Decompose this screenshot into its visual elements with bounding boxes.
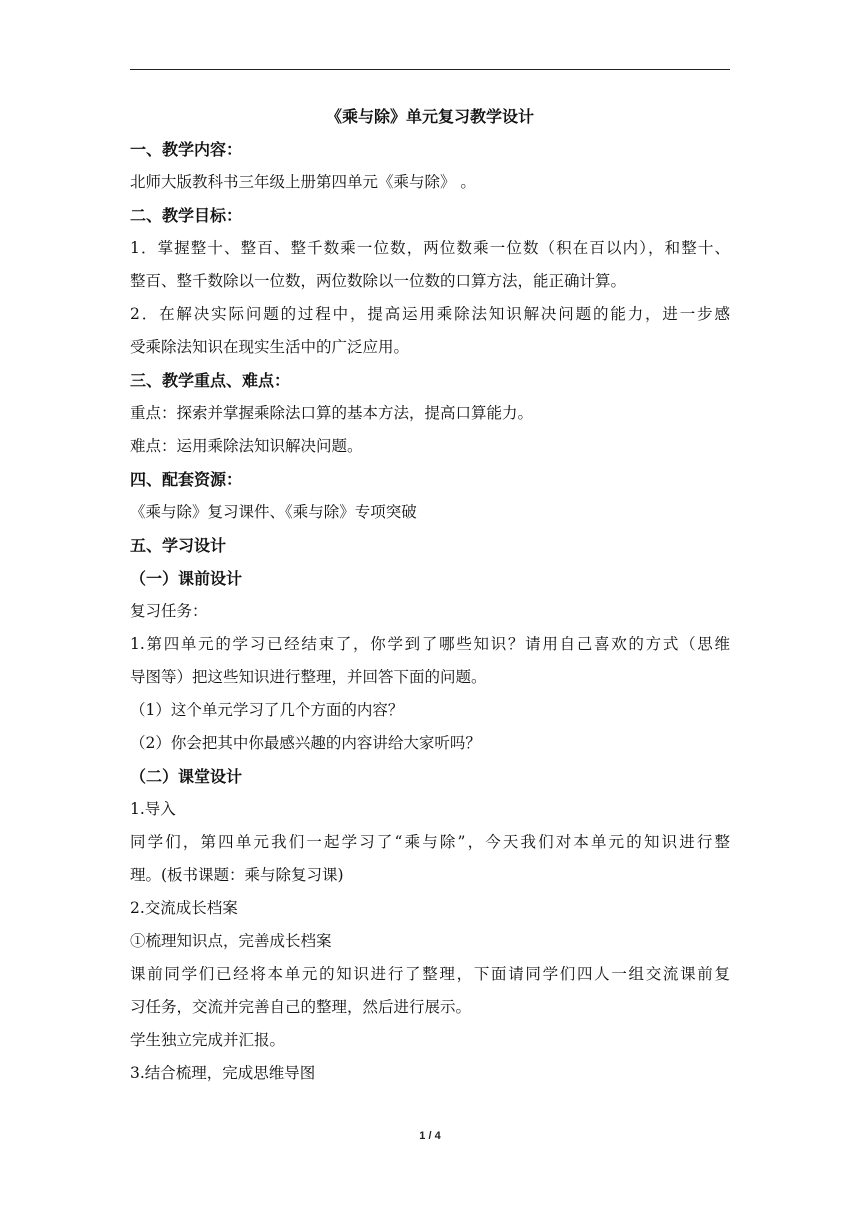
paragraph-line: （2）你会把其中你最感兴趣的内容讲给大家听吗？ [130, 734, 481, 752]
paragraph-line: 1.导入 [130, 800, 176, 818]
paragraph-line: 导图等）把这些知识进行整理，并回答下面的问题。 [130, 668, 487, 686]
section-heading: 二、教学目标： [130, 206, 243, 225]
section-heading: 五、学习设计 [130, 536, 227, 555]
paragraph-line: 2.交流成长档案 [130, 899, 238, 917]
paragraph-line: 北师大版教科书三年级上册第四单元《乘与除》 。 [130, 173, 476, 191]
paragraph-line: 复习任务： [130, 602, 208, 620]
paragraph-line: 难点：运用乘除法知识解决问题。 [130, 437, 363, 455]
paragraph-line: 习任务，交流并完善自己的整理，然后进行展示。 [130, 998, 472, 1016]
paragraph-line: 学生独立完成并汇报。 [130, 1031, 286, 1049]
document-page [130, 100, 730, 1090]
section-heading: 一、教学内容： [130, 140, 243, 159]
section-heading: （二）课堂设计 [130, 767, 243, 786]
paragraph-line: 2．在解决实际问题的过程中，提高运用乘除法知识解决问题的能力，进一步感 [130, 305, 730, 323]
paragraph-line: 同学们，第四单元我们一起学习了“乘与除”，今天我们对本单元的知识进行整 [130, 833, 730, 851]
paragraph-line: （1）这个单元学习了几个方面的内容？ [130, 701, 404, 719]
paragraph-line: 课前同学们已经将本单元的知识进行了整理，下面请同学们四人一组交流课前复 [130, 965, 730, 983]
paragraph-line: ①梳理知识点，完善成长档案 [130, 932, 332, 950]
paragraph-line: 受乘除法知识在现实生活中的广泛应用。 [130, 338, 410, 356]
document-body [130, 133, 730, 1090]
paragraph-line: 3.结合梳理，完成思维导图 [130, 1064, 316, 1082]
paragraph-line: 重点：探索并掌握乘除法口算的基本方法，提高口算能力。 [130, 404, 534, 422]
paragraph-line: 1.第四单元的学习已经结束了，你学到了哪些知识？请用自己喜欢的方式（思维 [130, 635, 730, 653]
section-heading: 四、配套资源： [130, 470, 243, 489]
paragraph-line: 理。(板书课题：乘与除复习课) [130, 866, 344, 884]
section-heading: 三、教学重点、难点： [130, 371, 291, 390]
paragraph-line: 整百、整千数除以一位数，两位数除以一位数的口算方法，能正确计算。 [130, 272, 627, 290]
paragraph-line: 《乘与除》复习课件、《乘与除》专项突破 [130, 503, 417, 521]
page-number: 1 / 4 [419, 1130, 441, 1142]
section-heading: （一）课前设计 [130, 569, 243, 588]
paragraph-line: 1．掌握整十、整百、整千数乘一位数，两位数乘一位数（积在百以内），和整十、 [130, 239, 730, 257]
header-rule [130, 69, 730, 70]
document-title: 《乘与除》单元复习教学设计 [325, 107, 534, 126]
